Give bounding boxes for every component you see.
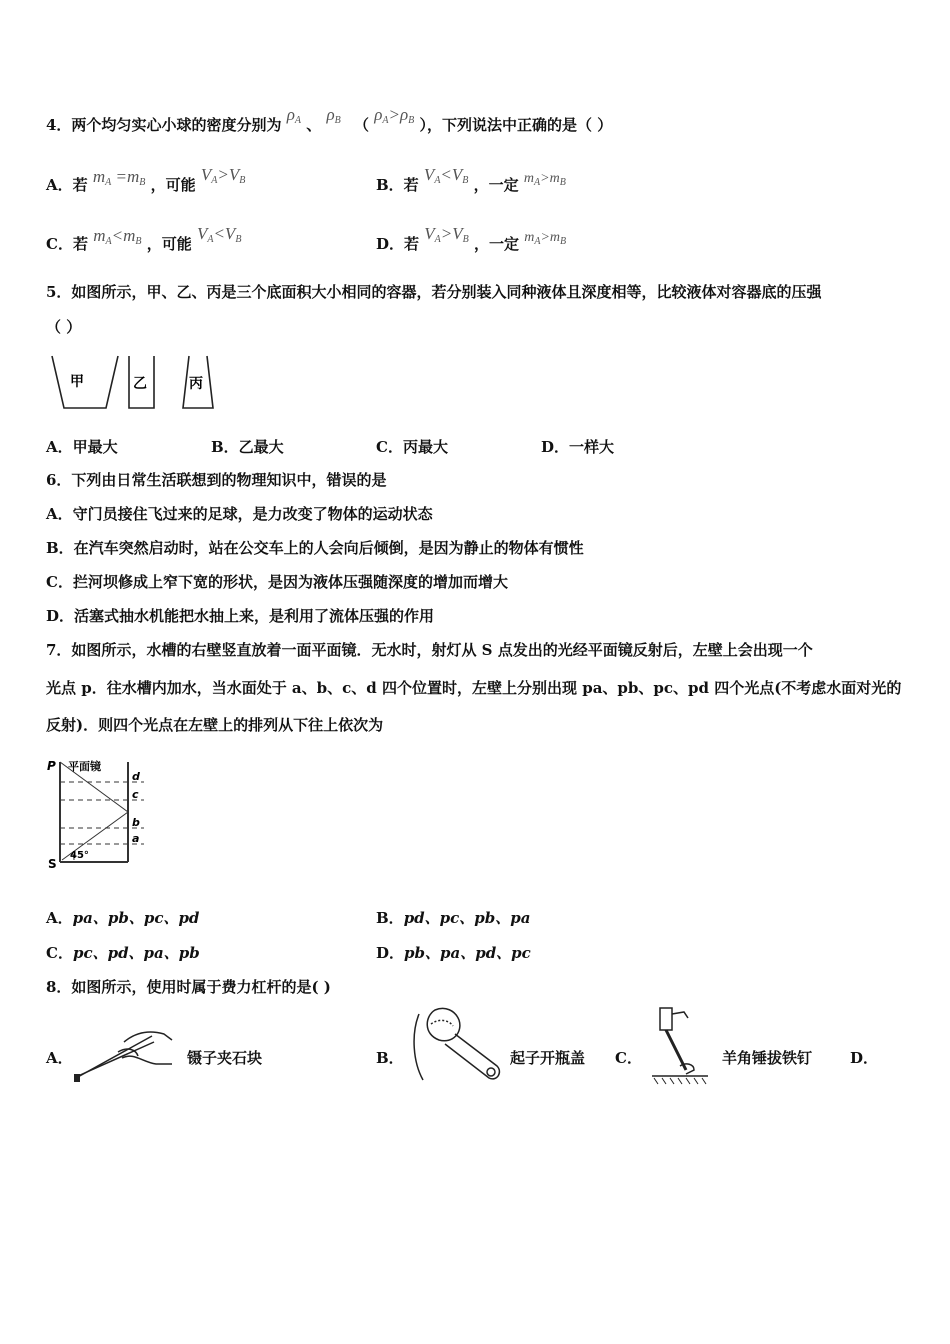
q4-rho-a: $\rho_A$ (286, 105, 301, 126)
q5-option-a[interactable]: A．甲最大 (46, 438, 118, 456)
q7-stem-line3: 反射)．则四个光点在左壁上的排列从下往上依次为 (46, 716, 384, 734)
q5-stem-line1: 5．如图所示，甲、乙、丙是三个底面积大小相同的容器，若分别装入同种液体且深度相等，比较液体对容器底的压强 (46, 283, 822, 301)
q8-option-d-label[interactable]: D． (850, 1049, 879, 1067)
q8-option-c-label[interactable]: C． (615, 1049, 642, 1067)
q4-cond-close: ），下列说法中正确的是（ ） (419, 116, 613, 134)
q8-stem: 8．如图所示，使用时属于费力杠杆的是( ) (46, 978, 331, 996)
q6-option-b[interactable]: B．在汽车突然启动时，站在公交车上的人会向后倾倒，是因为静止的物体有惯性 (46, 539, 584, 557)
q6-option-a[interactable]: A．守门员接住飞过来的足球，是力改变了物体的运动状态 (46, 505, 433, 523)
q4-option-d[interactable]: D．若 $V_A>V_B$ ，一定 $m_A>m_B$ (376, 224, 567, 253)
container-jia (52, 356, 118, 408)
q6-option-d[interactable]: D．活塞式抽水机能把水抽上来，是利用了流体压强的作用 (46, 607, 435, 625)
q4-condition: $\rho_A>\rho_B$ (374, 105, 415, 126)
q6-stem: 6．下列由日常生活联想到的物理知识中，错误的是 (46, 471, 387, 489)
q4-option-b[interactable]: B．若 $V_A<V_B$ ，一定 $m_A>m_B$ (376, 165, 566, 194)
q4-cond-open: （ (353, 116, 369, 134)
bottle-opener-image (405, 1004, 509, 1086)
q7-option-c[interactable]: C．pc、pd、pa、pb (46, 944, 200, 962)
q4-stem-text: 4．两个均匀实心小球的密度分别为 (46, 116, 282, 134)
mirror-label: 平面镜 (68, 760, 101, 773)
container-jia-label: 甲 (70, 374, 84, 390)
q8-option-b-label[interactable]: B． (376, 1049, 404, 1067)
q7-stem-line1: 7．如图所示，水槽的右壁竖直放着一面平面镜．无水时，射灯从 S 点发出的光经平面镜反射后，左壁上会出现一个 (46, 641, 813, 659)
q4-sep: 、 (306, 116, 322, 134)
q5-stem-line2: （ ） (46, 318, 82, 336)
container-bing-label: 丙 (189, 376, 203, 392)
q7-option-a[interactable]: A．pa、pb、pc、pd (46, 909, 200, 927)
q5-containers-figure (46, 352, 226, 414)
level-d-label: d (132, 770, 140, 783)
q7-tank-figure (44, 756, 156, 872)
q4-option-c[interactable]: C．若 $m_A<m_B$ ，可能 $V_A<V_B$ (46, 224, 242, 253)
point-p-label: P (47, 759, 56, 773)
q8-option-a-label[interactable]: A． (46, 1049, 73, 1067)
q4-rho-b: $\rho_B$ (326, 105, 341, 126)
level-b-label: b (132, 816, 140, 829)
q8-option-b-text: 起子开瓶盖 (510, 1049, 586, 1067)
level-c-label: c (132, 788, 139, 801)
point-s-label: S (48, 857, 57, 871)
tweezers-image (72, 1022, 176, 1084)
q4-option-a[interactable]: A．若 $m_A =m_B$ ，可能 $V_A>V_B$ (46, 165, 246, 194)
angle-label: 45° (70, 850, 89, 861)
q4-stem (46, 105, 613, 136)
q5-option-d[interactable]: D．一样大 (541, 438, 615, 456)
q7-option-b[interactable]: B．pd、pc、pb、pa (376, 909, 531, 927)
q8-option-a-text: 镊子夹石块 (187, 1049, 263, 1067)
q6-option-c[interactable]: C．拦河坝修成上窄下宽的形状，是因为液体压强随深度的增加而增大 (46, 573, 508, 591)
stone (74, 1074, 80, 1082)
q7-option-d[interactable]: D．pb、pa、pd、pc (376, 944, 531, 962)
q8-option-c-text: 羊角锤拔铁钉 (722, 1049, 813, 1067)
q5-option-b[interactable]: B．乙最大 (211, 438, 284, 456)
q7-stem-line2: 光点 p．往水槽内加水，当水面处于 a、b、c、d 四个位置时，左壁上分别出现 pa、pb、pc、pd 四个光点(不考虑水面对光的 (46, 679, 902, 697)
claw-hammer-image (650, 1004, 712, 1086)
container-yi-label: 乙 (133, 376, 147, 392)
level-a-label: a (132, 832, 140, 845)
q5-option-c[interactable]: C．丙最大 (376, 438, 448, 456)
